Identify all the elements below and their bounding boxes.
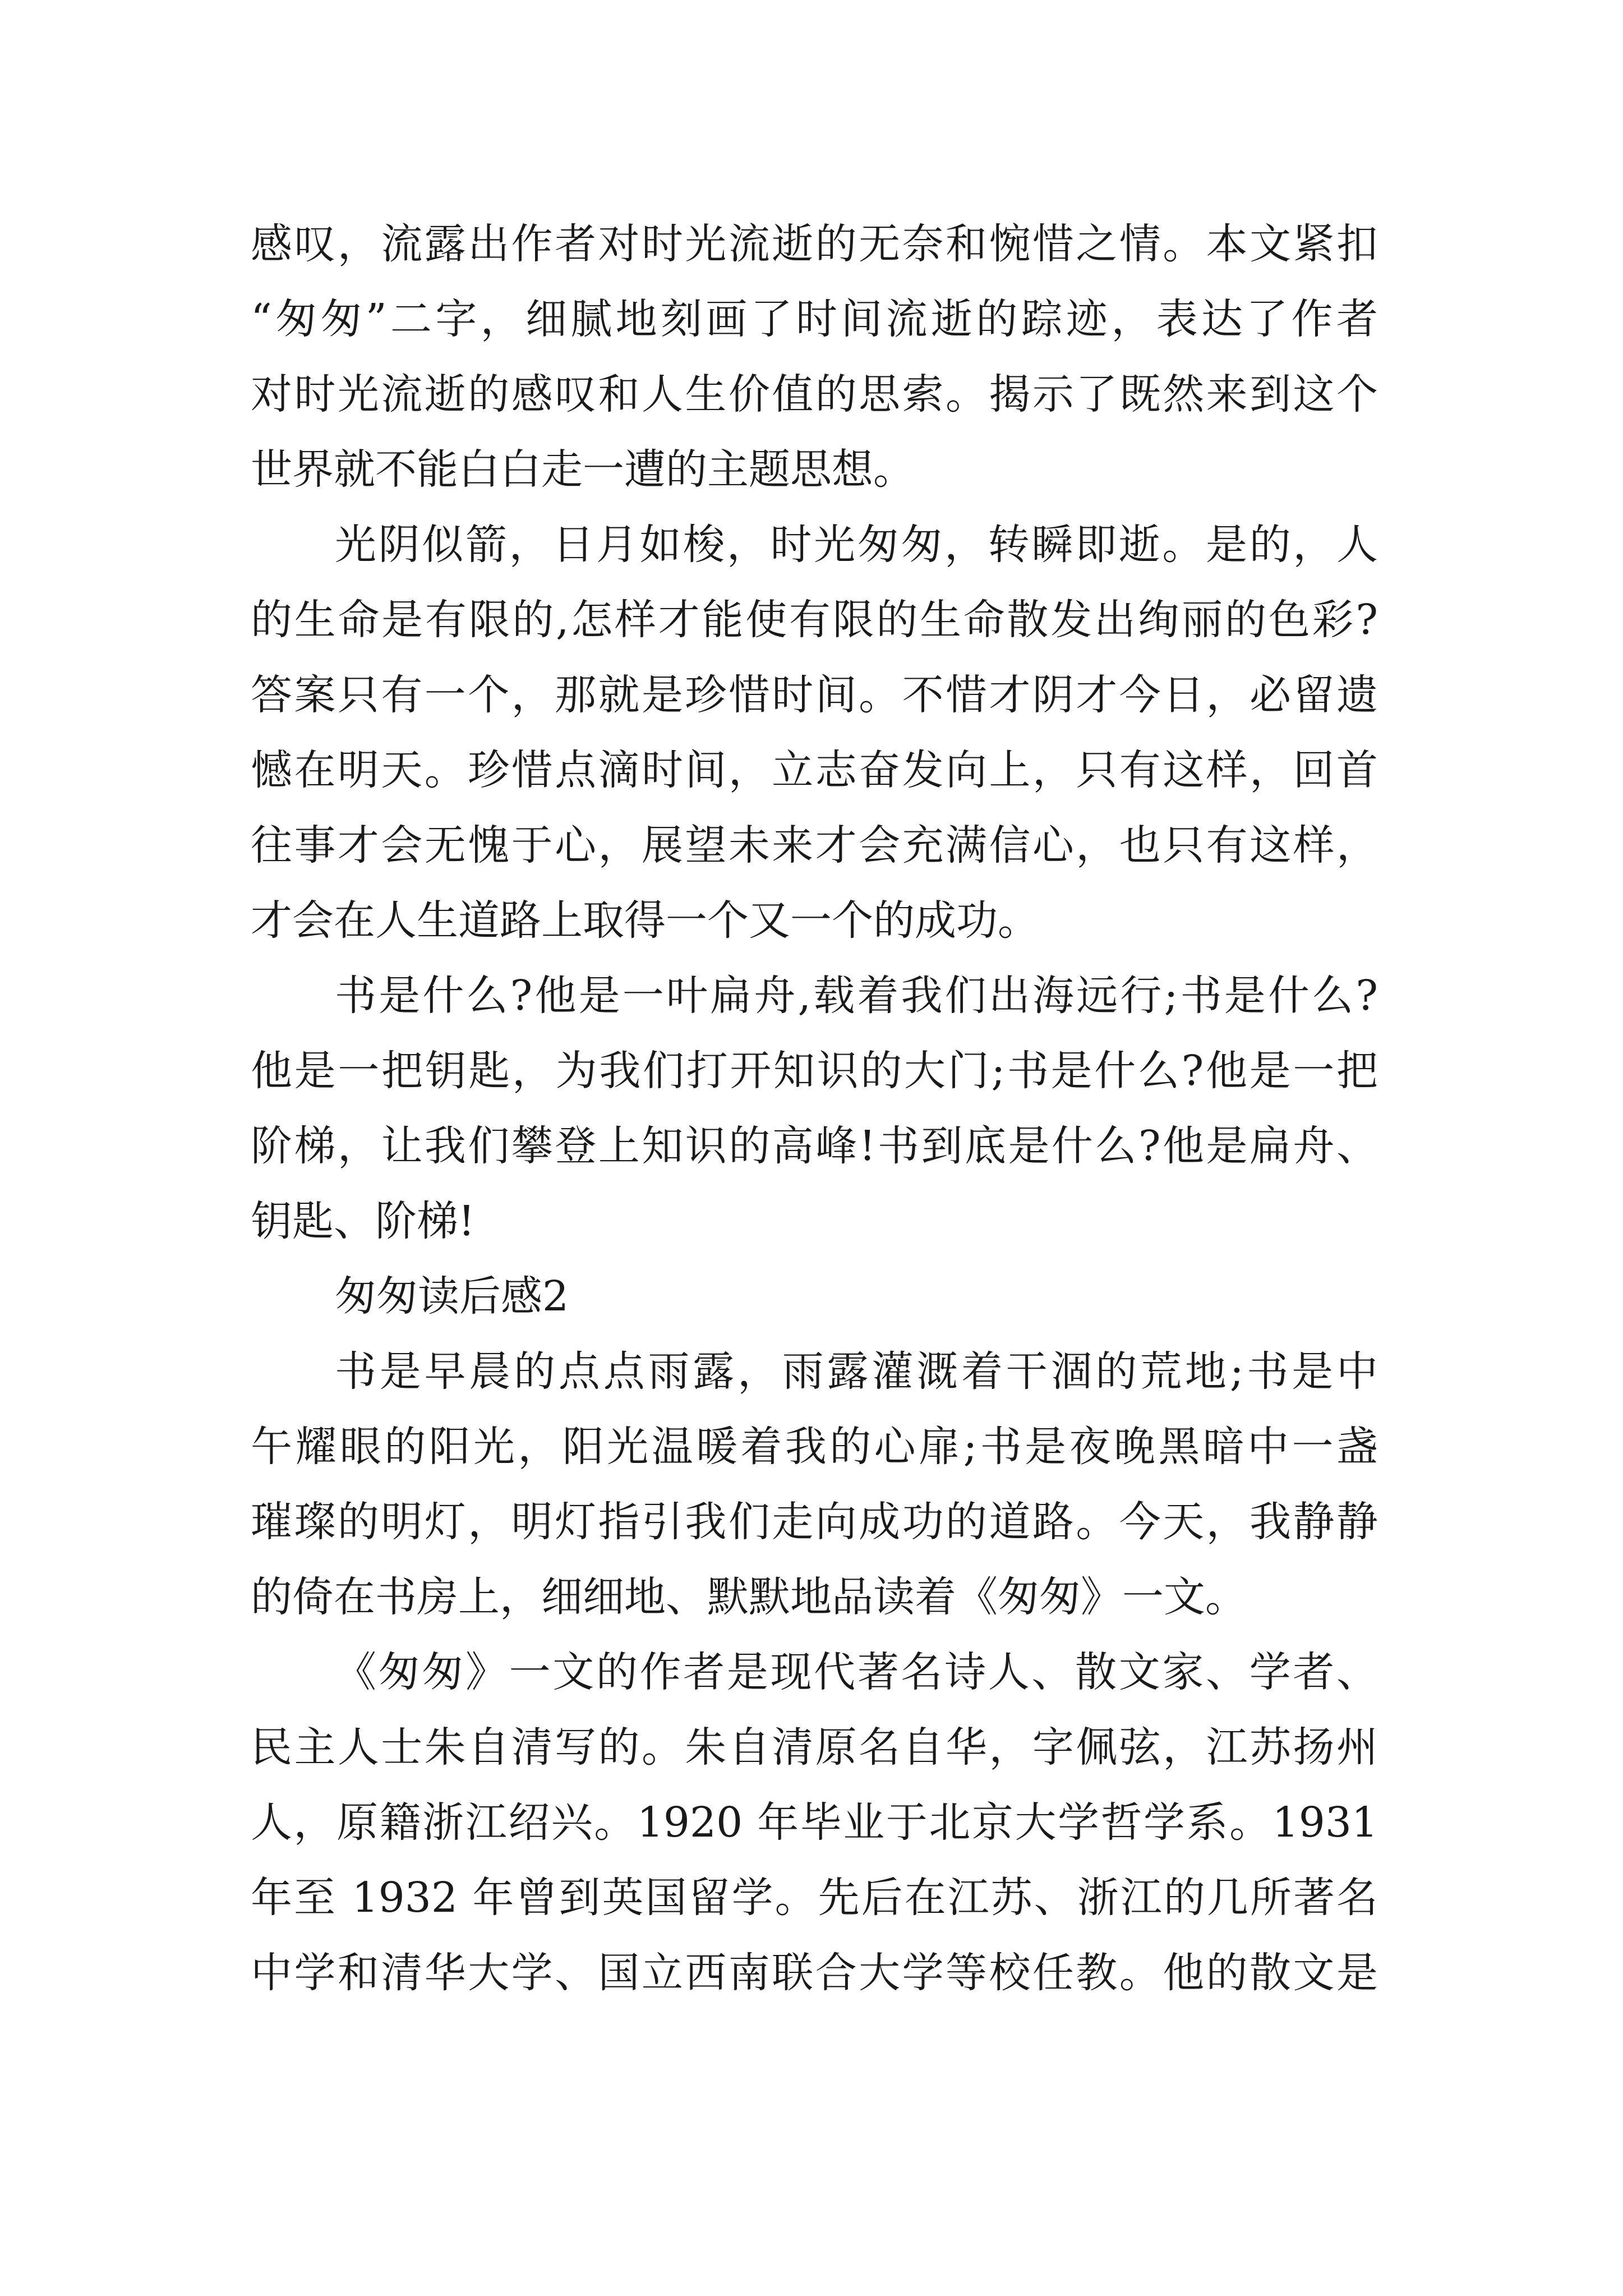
text-line: 光阴似箭，日月如梭，时光匆匆，转瞬即逝。是的，人 [335, 521, 1378, 569]
text-line: 往事才会无愧于心，展望未来才会充满信心，也只有这样， [251, 821, 1378, 869]
text-line: 人，原籍浙江绍兴。1920 年毕业于北京大学哲学系。1931 [251, 1798, 1378, 1847]
text-line: 《匆匆》一文的作者是现代著名诗人、散文家、学者、 [335, 1648, 1378, 1696]
text-line: “匆匆”二字，细腻地刻画了时间流逝的踪迹，表达了作者 [251, 295, 1378, 343]
text-line: 憾在明天。珍惜点滴时间，立志奋发向上，只有这样，回首 [251, 746, 1378, 794]
text-line: 世界就不能白白走一遭的主题思想。 [251, 445, 915, 494]
text-line: 他是一把钥匙，为我们打开知识的大门;书是什么?他是一把 [251, 1047, 1378, 1095]
text-line: 答案只有一个，那就是珍惜时间。不惜才阴才今日，必留遗 [251, 671, 1378, 719]
text-line: 年至 1932 年曾到英国留学。先后在江苏、浙江的几所著名 [251, 1874, 1378, 1922]
text-line: 感叹，流露出作者对时光流逝的无奈和惋惜之情。本文紧扣 [251, 220, 1378, 268]
text-line: 阶梯，让我们攀登上知识的高峰!书到底是什么?他是扁舟、 [251, 1122, 1378, 1170]
text-line: 书是什么?他是一叶扁舟,载着我们出海远行;书是什么? [335, 972, 1378, 1020]
text-line: 璀璨的明灯，明灯指引我们走向成功的道路。今天，我静静 [251, 1498, 1378, 1546]
text-line: 午耀眼的阳光，阳光温暖着我的心扉;书是夜晚黑暗中一盏 [251, 1423, 1378, 1471]
text-line: 钥匙、阶梯! [251, 1197, 475, 1245]
text-line: 中学和清华大学、国立西南联合大学等校任教。他的散文是 [251, 1949, 1378, 1997]
text-line: 的倚在书房上，细细地、默默地品读着《匆匆》一文。 [251, 1573, 1247, 1621]
text-line: 对时光流逝的感叹和人生价值的思索。揭示了既然来到这个 [251, 370, 1378, 418]
text-line: 民主人士朱自清写的。朱自清原名自华，字佩弦，江苏扬州 [251, 1723, 1378, 1772]
text-line: 书是早晨的点点雨露，雨露灌溉着干涸的荒地;书是中 [335, 1347, 1378, 1396]
text-line: 的生命是有限的,怎样才能使有限的生命散发出绚丽的色彩? [251, 596, 1378, 644]
text-line: 才会在人生道路上取得一个又一个的成功。 [251, 896, 1039, 945]
section-heading: 匆匆读后感2 [335, 1272, 569, 1320]
